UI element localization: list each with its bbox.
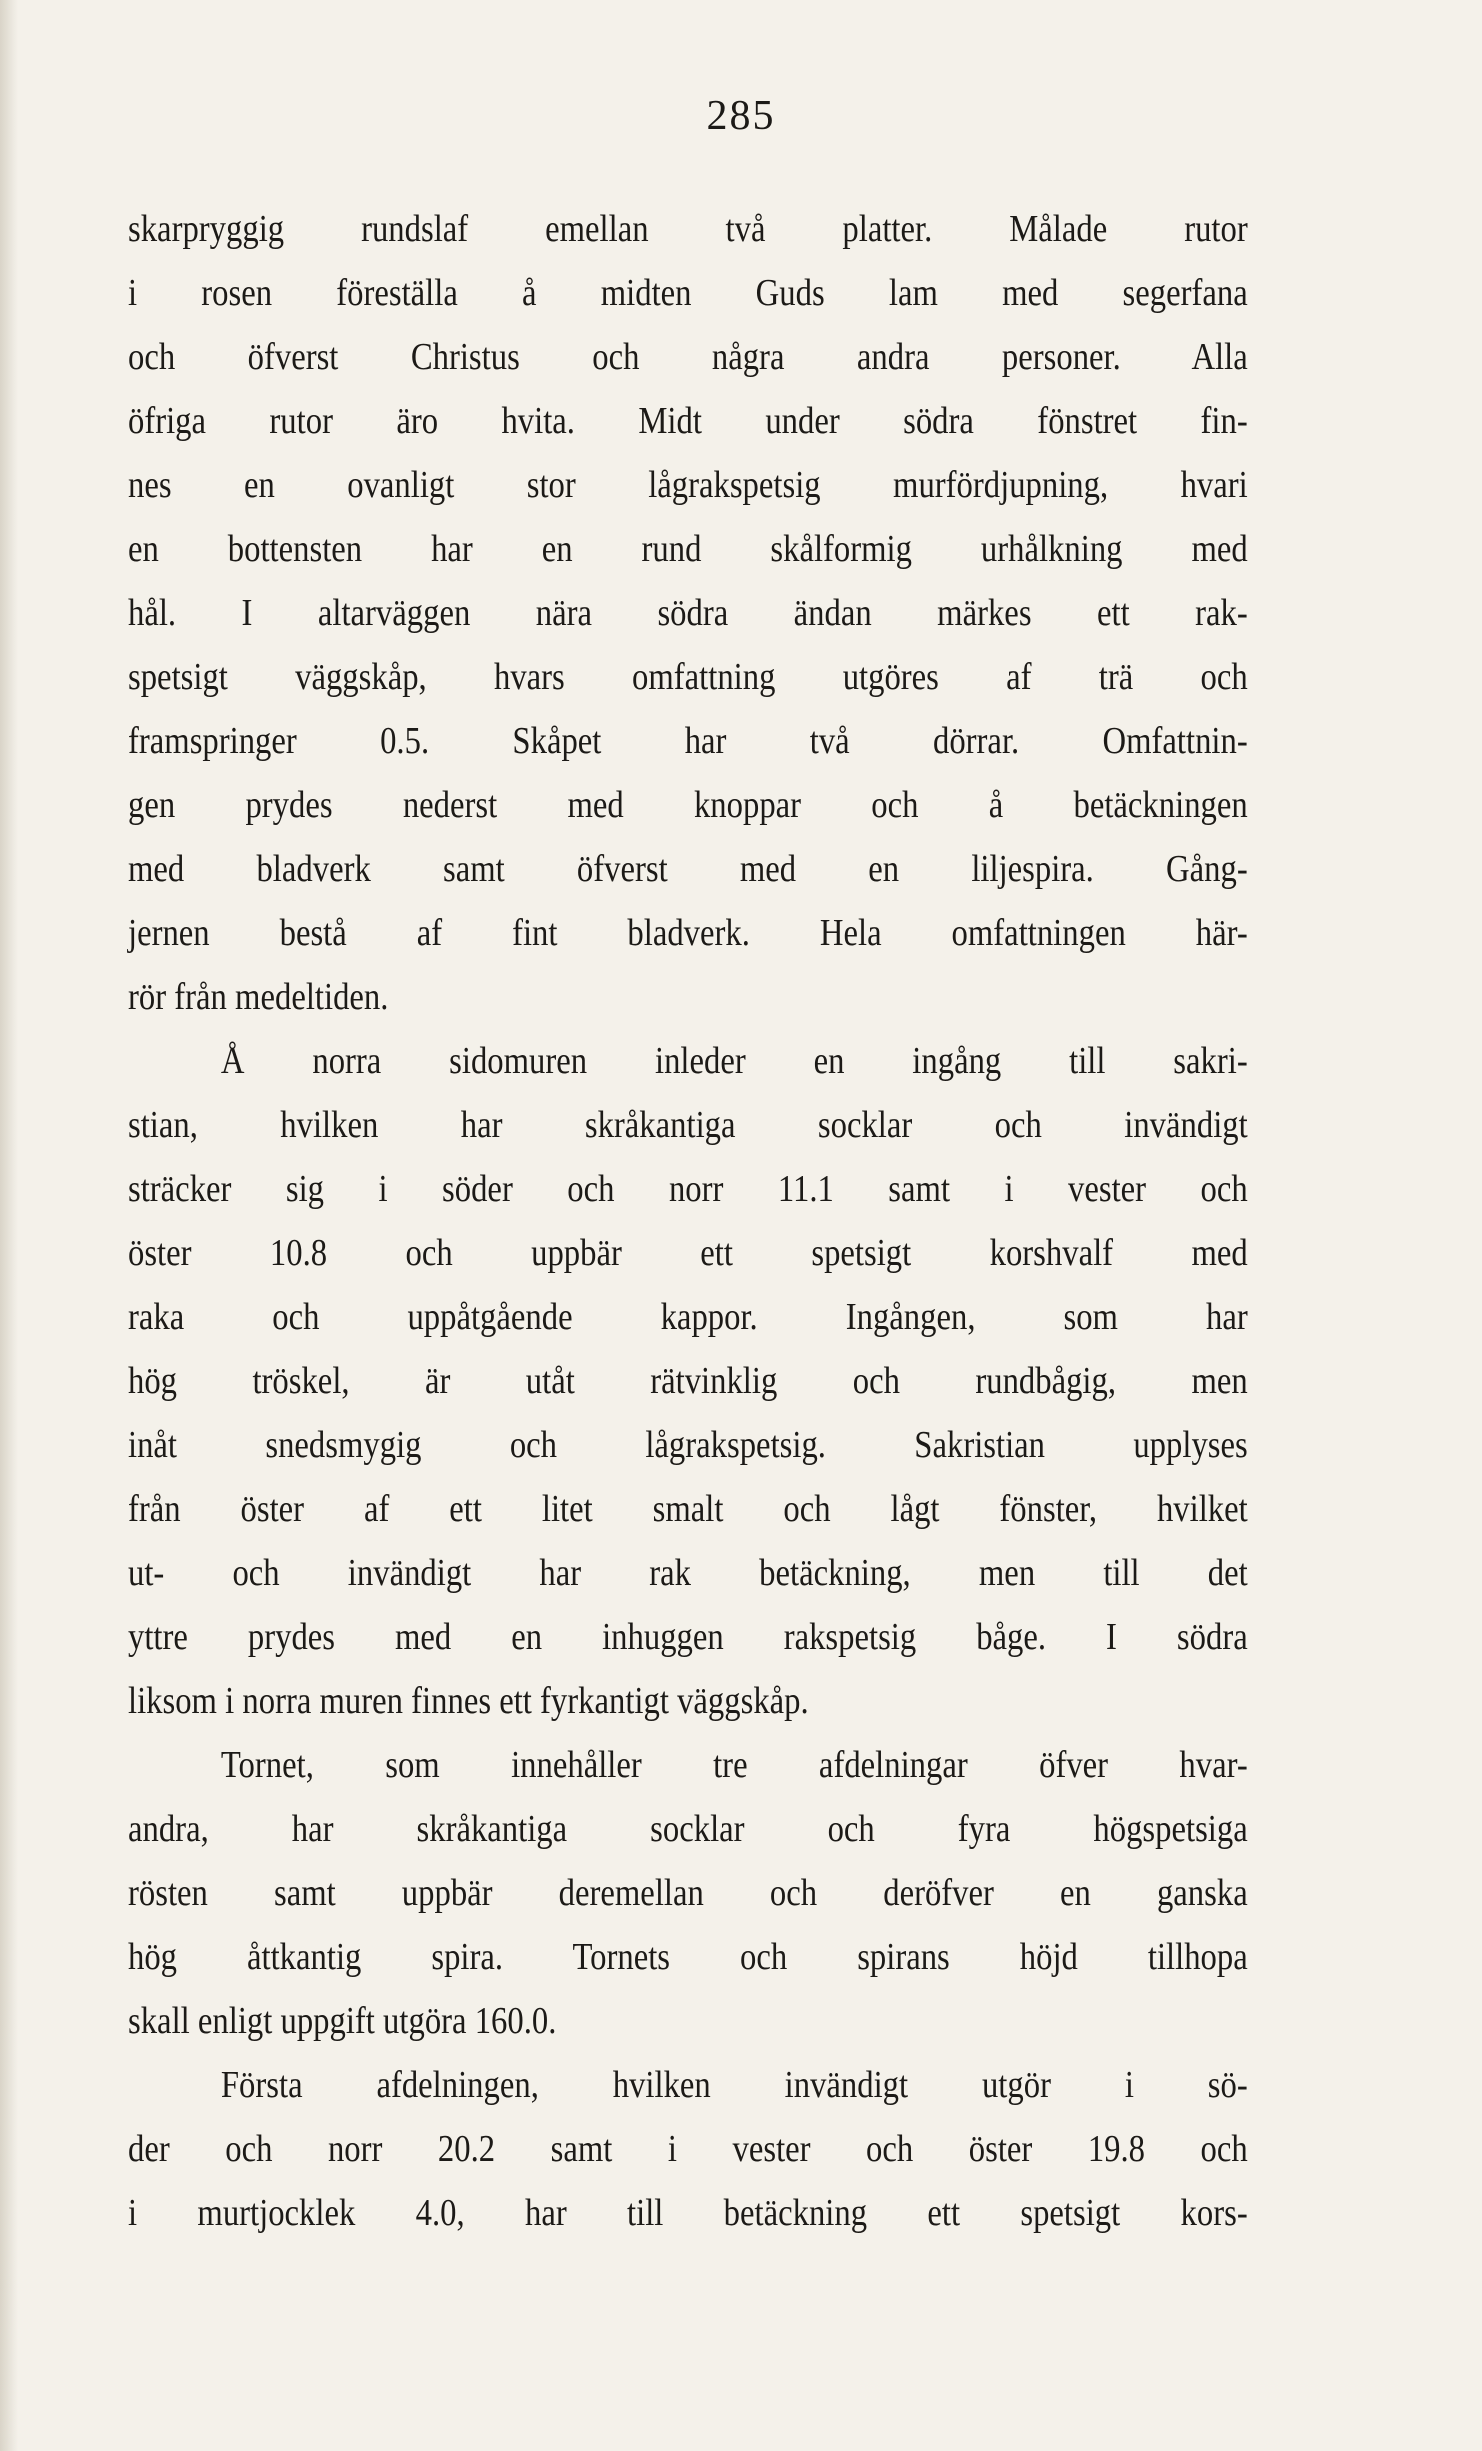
text-line: ut- och invändigt har rak betäckning, men till det: [128, 1552, 1248, 1594]
text-line: med bladverk samt öfverst med en liljespira. Gång-: [128, 848, 1248, 890]
text-line: från öster af ett litet smalt och lågt fönster, hvilket: [128, 1488, 1248, 1530]
text-line: jernen bestå af fint bladverk. Hela omfattningen här-: [128, 912, 1248, 954]
text-line: och öfverst Christus och några andra personer. Alla: [128, 336, 1248, 378]
text-line: i rosen föreställa å midten Guds lam med segerfana: [128, 272, 1248, 314]
text-line: Å norra sidomuren inleder en ingång till sakri-: [220, 1040, 1248, 1082]
page-edge-shadow: [0, 0, 18, 2451]
text-line: öfriga rutor äro hvita. Midt under södra fönstret fin-: [128, 400, 1248, 442]
text-line: raka och uppåtgående kappor. Ingången, som har: [128, 1296, 1248, 1338]
text-line: skarpryggig rundslaf emellan två platter. Målade rutor: [128, 208, 1248, 250]
text-line: der och norr 20.2 samt i vester och öster 19.8 och: [128, 2128, 1248, 2170]
body-text: [128, 197, 1248, 2245]
text-line: gen prydes nederst med knoppar och å betäckningen: [128, 784, 1248, 826]
text-line: nes en ovanligt stor lågrakspetsig murfördjupning, hvari: [128, 464, 1248, 506]
text-line: rör från medeltiden.: [128, 976, 389, 1018]
text-line: hål. I altarväggen nära södra ändan märkes ett rak-: [128, 592, 1248, 634]
text-line: framspringer 0.5. Skåpet har två dörrar. Omfattnin-: [128, 720, 1248, 762]
text-line: sträcker sig i söder och norr 11.1 samt i vester och: [128, 1168, 1248, 1210]
text-line: skall enligt uppgift utgöra 160.0.: [128, 2000, 557, 2042]
text-line: rösten samt uppbär deremellan och deröfver en ganska: [128, 1872, 1248, 1914]
text-line: spetsigt väggskåp, hvars omfattning utgöres af trä och: [128, 656, 1248, 698]
text-line: hög tröskel, är utåt rätvinklig och rundbågig, men: [128, 1360, 1248, 1402]
text-line: Tornet, som innehåller tre afdelningar öfver hvar-: [220, 1744, 1248, 1786]
text-line: öster 10.8 och uppbär ett spetsigt korshvalf med: [128, 1232, 1248, 1274]
text-line: yttre prydes med en inhuggen rakspetsig båge. I södra: [128, 1616, 1248, 1658]
text-line: i murtjocklek 4.0, har till betäckning ett spetsigt kors-: [128, 2192, 1248, 2234]
text-line: hög åttkantig spira. Tornets och spirans höjd tillhopa: [128, 1936, 1248, 1978]
text-line: en bottensten har en rund skålformig urhålkning med: [128, 528, 1248, 570]
text-line: liksom i norra muren finnes ett fyrkantigt väggskåp.: [128, 1680, 809, 1722]
text-line: stian, hvilken har skråkantiga socklar och invändigt: [128, 1104, 1248, 1146]
page-number: 285: [706, 93, 776, 139]
text-line: inåt snedsmygig och lågrakspetsig. Sakristian upplyses: [128, 1424, 1248, 1466]
text-line: Första afdelningen, hvilken invändigt utgör i sö-: [220, 2064, 1248, 2106]
text-line: andra, har skråkantiga socklar och fyra högspetsiga: [128, 1808, 1248, 1850]
